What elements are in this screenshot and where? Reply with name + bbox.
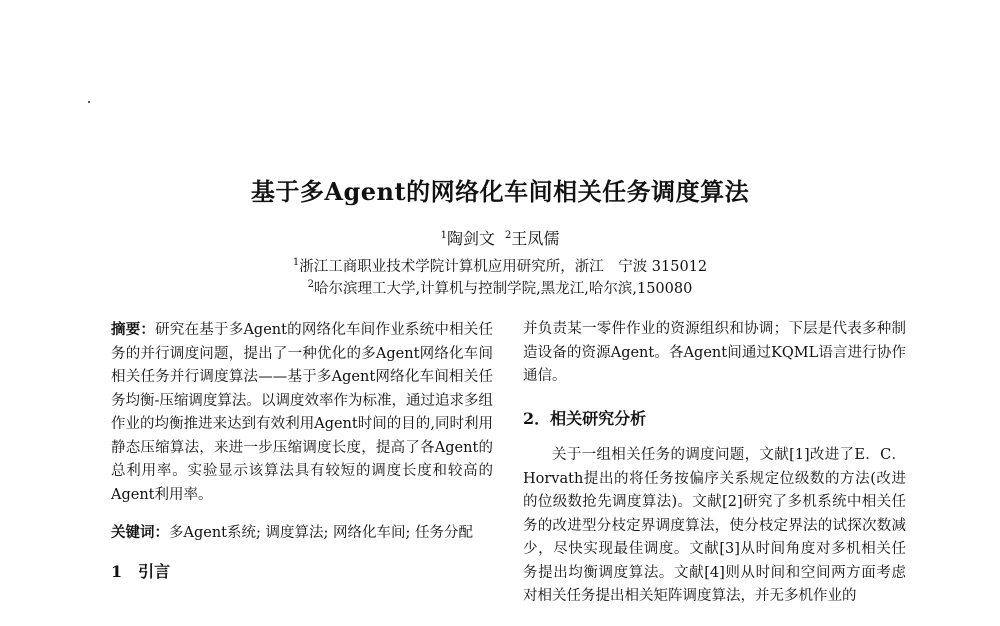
author-2-name: 王凤儒 <box>511 229 560 248</box>
keywords <box>111 521 493 546</box>
right-intro-paragraph: 并负责某一零件作业的资源组织和协调；下层是代表多种制造设备的资源Agent。各Agent间通过KQML语言进行协作通信。 <box>523 321 906 384</box>
affiliation-1 <box>0 255 1000 276</box>
author-1-sup: 1 <box>440 230 447 241</box>
abstract-label: 摘要： <box>111 321 156 338</box>
section-2-heading: 2．相关研究分析 <box>523 408 647 428</box>
affiliation-2-sup: 2 <box>307 279 315 290</box>
affiliation-2-text: 哈尔滨理工大学,计算机与控制学院,黑龙江,哈尔滨,150080 <box>314 281 693 297</box>
keywords-text: 多Agent系统; 调度算法; 网络化车间; 任务分配 <box>169 525 473 541</box>
right-column <box>523 318 906 609</box>
author-line <box>0 226 1000 249</box>
abstract-text: 研究在基于多Agent的网络化车间作业系统中相关任务的并行调度问题，提出了一种优化的多Agent网络化车间相关任务并行调度算法——基于多Agent网络化车间相关任务均衡-压缩调度算法。以调度效率作为标准，通过追求多组作业的均衡推进来达到有效利用Agent时间的目的,同时利用静态压缩算法，来进一步压缩调度长度，提高了各Agent的总利用率。实验显示该算法具有较短的调度长度和较高的Agent利用率。 <box>111 322 494 503</box>
keywords-label: 关键词： <box>111 524 169 541</box>
section-2-paragraph: 关于一组相关任务的调度问题，文献[1]改进了E．C．Horvath提出的将任务按偏序关系规定位级数的方法(改进的位级数抢先调度算法)。文献[2]研究了多机系统中相关任务的改进型分枝定界调度算法，使分枝定界法的试探次数减少，尽快实现最佳调度。文献[3]从时间角度对多机相关任务提出均衡调度算法。文献[4]则从时间和空间两方面考虑对相关任务提出相关矩阵调度算法，并无多机作业的 <box>523 447 906 604</box>
scan-speck <box>88 101 90 103</box>
left-column <box>111 318 493 583</box>
author-1-name: 陶剑文 <box>446 229 495 248</box>
section-1-heading: 1 引言 <box>111 561 171 581</box>
author-2-sup: 2 <box>505 230 512 241</box>
affiliation-2 <box>0 277 1000 298</box>
affiliation-1-sup: 1 <box>292 257 300 268</box>
paper-title: 基于多Agent的网络化车间相关任务调度算法 <box>250 177 750 206</box>
affiliation-1-text: 浙江工商职业技术学院计算机应用研究所，浙江 宁波 315012 <box>299 259 708 275</box>
abstract <box>111 318 493 507</box>
